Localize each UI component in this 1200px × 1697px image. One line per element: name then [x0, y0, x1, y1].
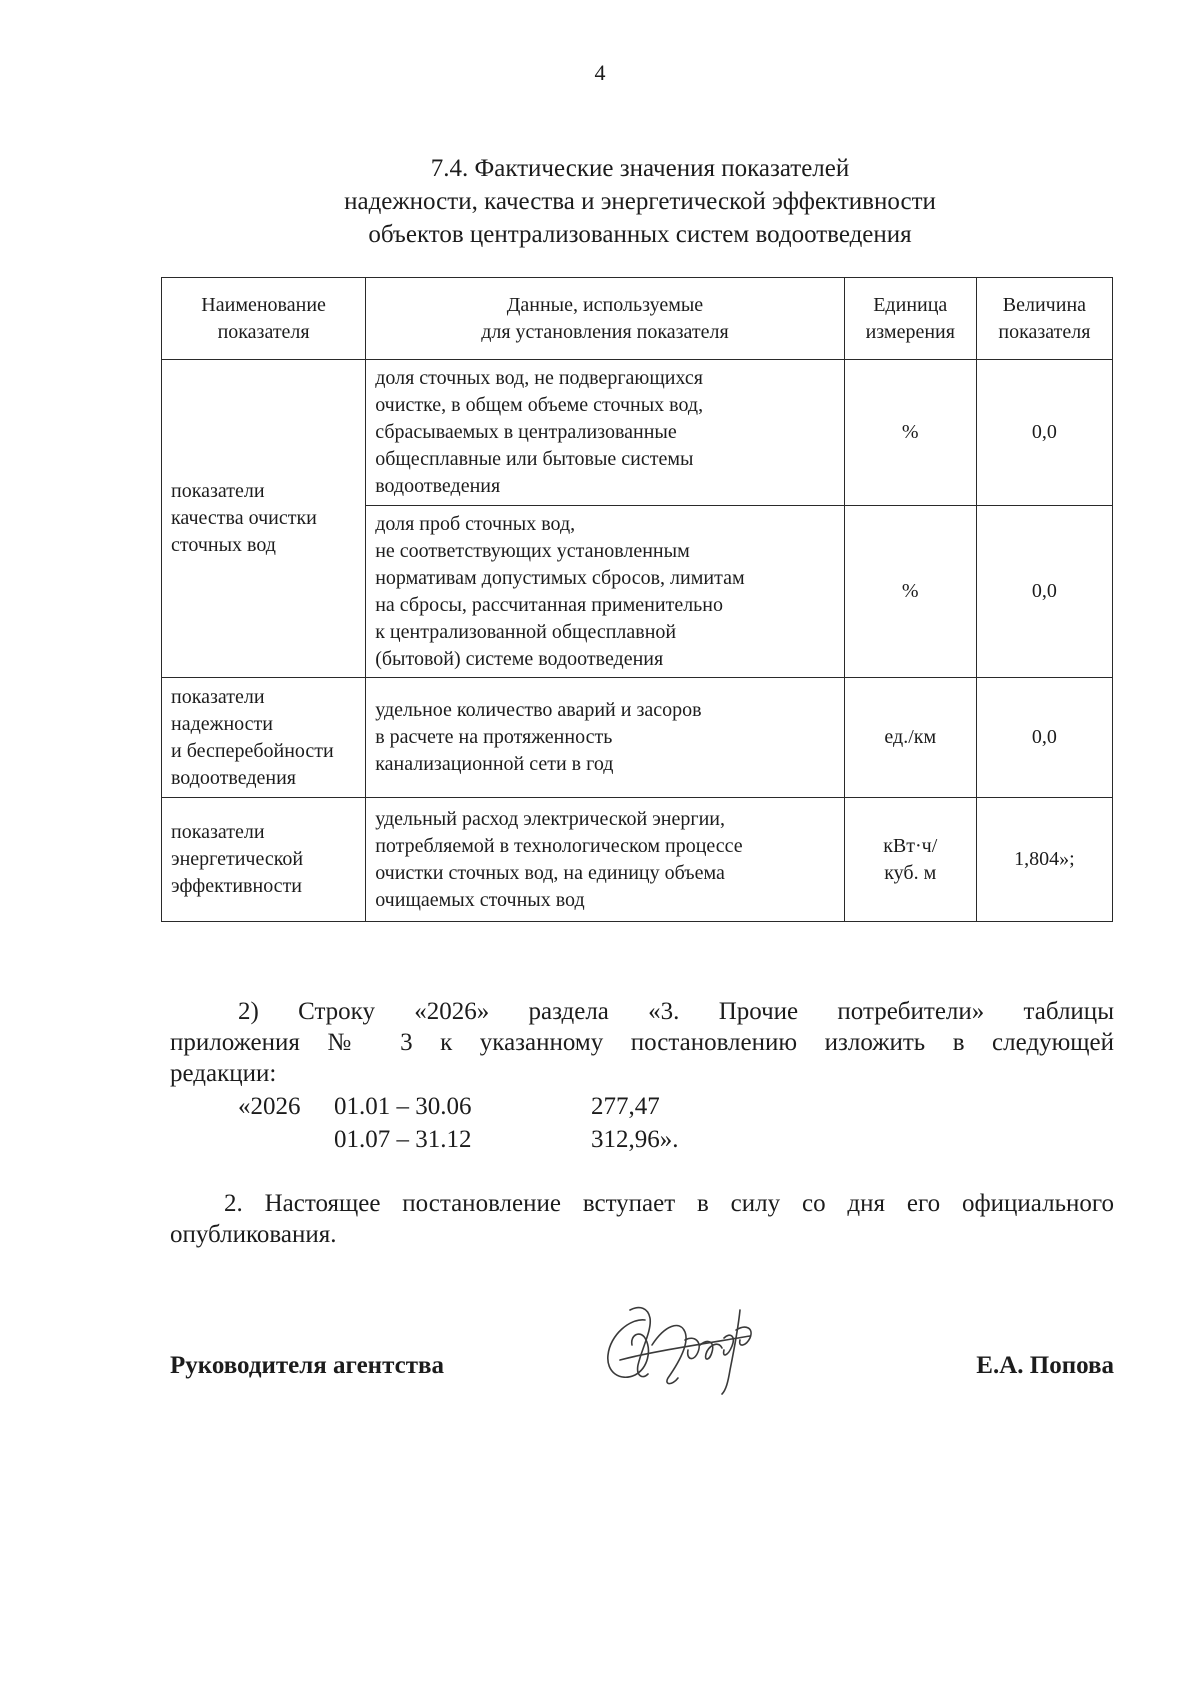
indicator-unit-cell: кВт·ч/ куб. м [844, 798, 976, 922]
indicator-unit-cell: % [844, 360, 976, 506]
schedule-row [238, 1123, 758, 1156]
indicator-data-cell: удельный расход электрической энергии, потребляемой в технологическом процессе очистки сточных вод, на единицу объема очищаемых сточных вод [366, 798, 845, 922]
schedule-year: «2026 [238, 1093, 301, 1120]
table-row [162, 678, 1113, 798]
amendment-paragraph [170, 996, 1114, 1089]
indicator-name-cell: показатели надежности и бесперебойности водоотведения [162, 678, 366, 798]
indicator-value-cell: 0,0 [976, 506, 1112, 678]
indicator-data-cell: удельное количество аварий и засоров в расчете на протяженность канализационной сети в год [366, 678, 845, 798]
handwritten-signature [590, 1290, 780, 1400]
table-header-row [162, 278, 1113, 360]
indicator-value-cell: 0,0 [976, 360, 1112, 506]
table-row [162, 360, 1113, 506]
indicators-table [161, 277, 1113, 922]
paragraph-line: редакции: [170, 1060, 277, 1087]
signer-name: Е.А. Попова [976, 1352, 1114, 1379]
section-heading [160, 152, 1120, 251]
table-row [162, 798, 1113, 922]
indicator-name-cell: показатели качества очистки сточных вод [162, 360, 366, 678]
heading-line: объектов централизованных систем водоотведения [368, 221, 912, 248]
paragraph-line: опубликования. [170, 1221, 337, 1248]
signature-strokes [608, 1308, 751, 1394]
indicator-unit-cell: ед./км [844, 678, 976, 798]
indicator-value-cell: 0,0 [976, 678, 1112, 798]
indicator-unit-cell: % [844, 506, 976, 678]
heading-line: надежности, качества и энергетической эффективности [344, 188, 936, 215]
schedule-period: 01.07 – 31.12 [334, 1126, 472, 1153]
paragraph-line: приложения № 3 к указанному постановлению изложить в следующей [170, 1029, 1114, 1056]
header-unit: Единица измерения [844, 278, 976, 360]
indicator-name-cell: показатели энергетической эффективности [162, 798, 366, 922]
schedule-period: 01.01 – 30.06 [334, 1093, 472, 1120]
header-value: Величина показателя [976, 278, 1112, 360]
page-number: 4 [594, 60, 606, 85]
paragraph-line: 2) Строку «2026» раздела «3. Прочие потребители» таблицы [238, 998, 1114, 1025]
indicator-data-cell: доля проб сточных вод, не соответствующих установленным нормативам допустимых сбросов, лимитам на сбросы, рассчитанная применительно к централизованной общесплавной (бытовой) системе водоотведения [366, 506, 845, 678]
header-name: Наименование показателя [162, 278, 366, 360]
schedule-price: 277,47 [591, 1093, 660, 1120]
header-data: Данные, используемые для установления показателя [366, 278, 845, 360]
heading-line: 7.4. Фактические значения показателей [430, 155, 850, 182]
paragraph-line: 2. Настоящее постановление вступает в силу со дня его официального [224, 1190, 1114, 1217]
schedule-row [238, 1090, 758, 1123]
tariff-schedule [238, 1090, 758, 1156]
signer-title: Руководителя агентства [170, 1352, 445, 1379]
indicator-value-cell: 1,804»; [976, 798, 1112, 922]
indicator-data-cell: доля сточных вод, не подвергающихся очистке, в общем объеме сточных вод, сбрасываемых в централизованные общесплавные или бытовые системы водоотведения [366, 360, 845, 506]
effective-date-paragraph [170, 1188, 1114, 1250]
schedule-price: 312,96». [591, 1126, 679, 1153]
